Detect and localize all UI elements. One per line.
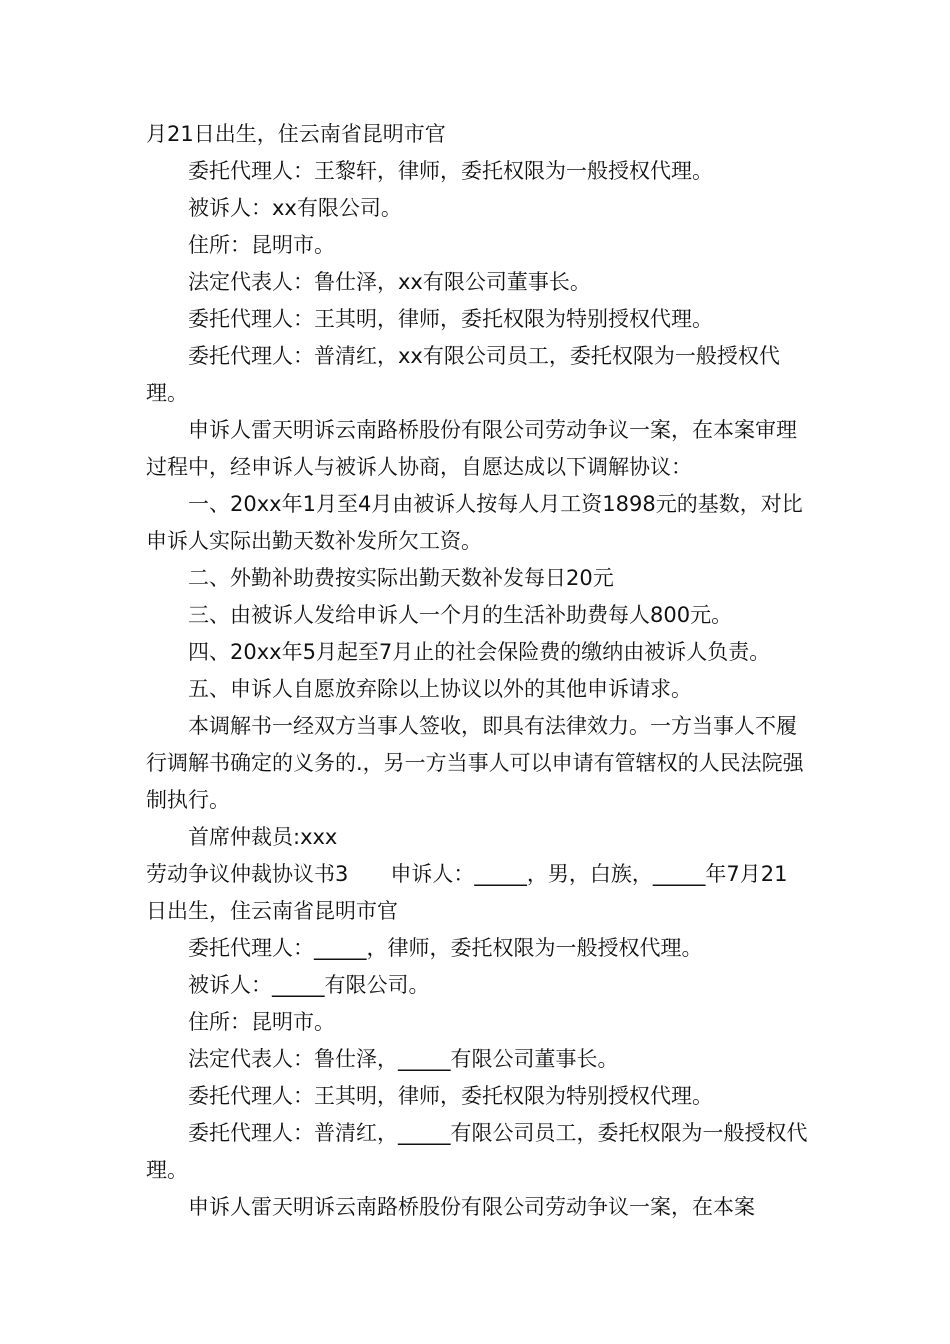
- paragraph: 法定代表人：鲁仕泽，xx有限公司董事长。: [188, 270, 591, 294]
- paragraph: 住所：昆明市。: [188, 233, 335, 257]
- paragraph: 申诉人雷天明诉云南路桥股份有限公司劳动争议一案，在本案审理过程中，经申诉人与被诉人协商，自愿达成以下调解协议：: [146, 418, 797, 479]
- paragraph: 本调解书一经双方当事人签收，即具有法律效力。一方当事人不履行调解书确定的义务的.，另一方当事人可以申请有管辖权的人民法院强制执行。: [146, 714, 804, 812]
- paragraph: 二、外勤补助费按实际出勤天数补发每日20元: [188, 566, 614, 590]
- paragraph: 住所：昆明市。: [188, 1010, 335, 1034]
- paragraph: 劳动争议仲裁协议书3 申诉人：_____，男，白族，_____年7月21日出生，住云南省昆明市官: [146, 862, 788, 923]
- paragraph: 被诉人：xx有限公司。: [188, 196, 402, 220]
- paragraph: 委托代理人：王其明，律师，委托权限为特别授权代理。: [188, 1084, 713, 1108]
- paragraph: 法定代表人：鲁仕泽，_____有限公司董事长。: [188, 1047, 619, 1071]
- paragraph: 月21日出生，住云南省昆明市官: [146, 122, 446, 146]
- paragraph: 申诉人雷天明诉云南路桥股份有限公司劳动争议一案，在本案: [188, 1195, 755, 1219]
- paragraph: 委托代理人：普清红，_____有限公司员工，委托权限为一般授权代理。: [146, 1121, 808, 1182]
- paragraph: 三、由被诉人发给申诉人一个月的生活补助费每人800元。: [188, 603, 733, 627]
- paragraph: 一、20xx年1月至4月由被诉人按每人月工资1898元的基数，对比申诉人实际出勤天数补发所欠工资。: [146, 492, 803, 553]
- paragraph: 委托代理人：王黎轩，律师，委托权限为一般授权代理。: [188, 159, 713, 183]
- paragraph: 委托代理人：王其明，律师，委托权限为特别授权代理。: [188, 307, 713, 331]
- paragraph: 五、申诉人自愿放弃除以上协议以外的其他申诉请求。: [188, 677, 692, 701]
- paragraph: 委托代理人：_____，律师，委托权限为一般授权代理。: [188, 936, 703, 960]
- paragraph: 首席仲裁员:xxx: [188, 825, 338, 849]
- paragraph: 委托代理人：普清红，xx有限公司员工，委托权限为一般授权代理。: [146, 344, 780, 405]
- document-body: [146, 116, 808, 1226]
- paragraph: 四、20xx年5月起至7月止的社会保险费的缴纳由被诉人负责。: [188, 640, 771, 664]
- paragraph: 被诉人：_____有限公司。: [188, 973, 430, 997]
